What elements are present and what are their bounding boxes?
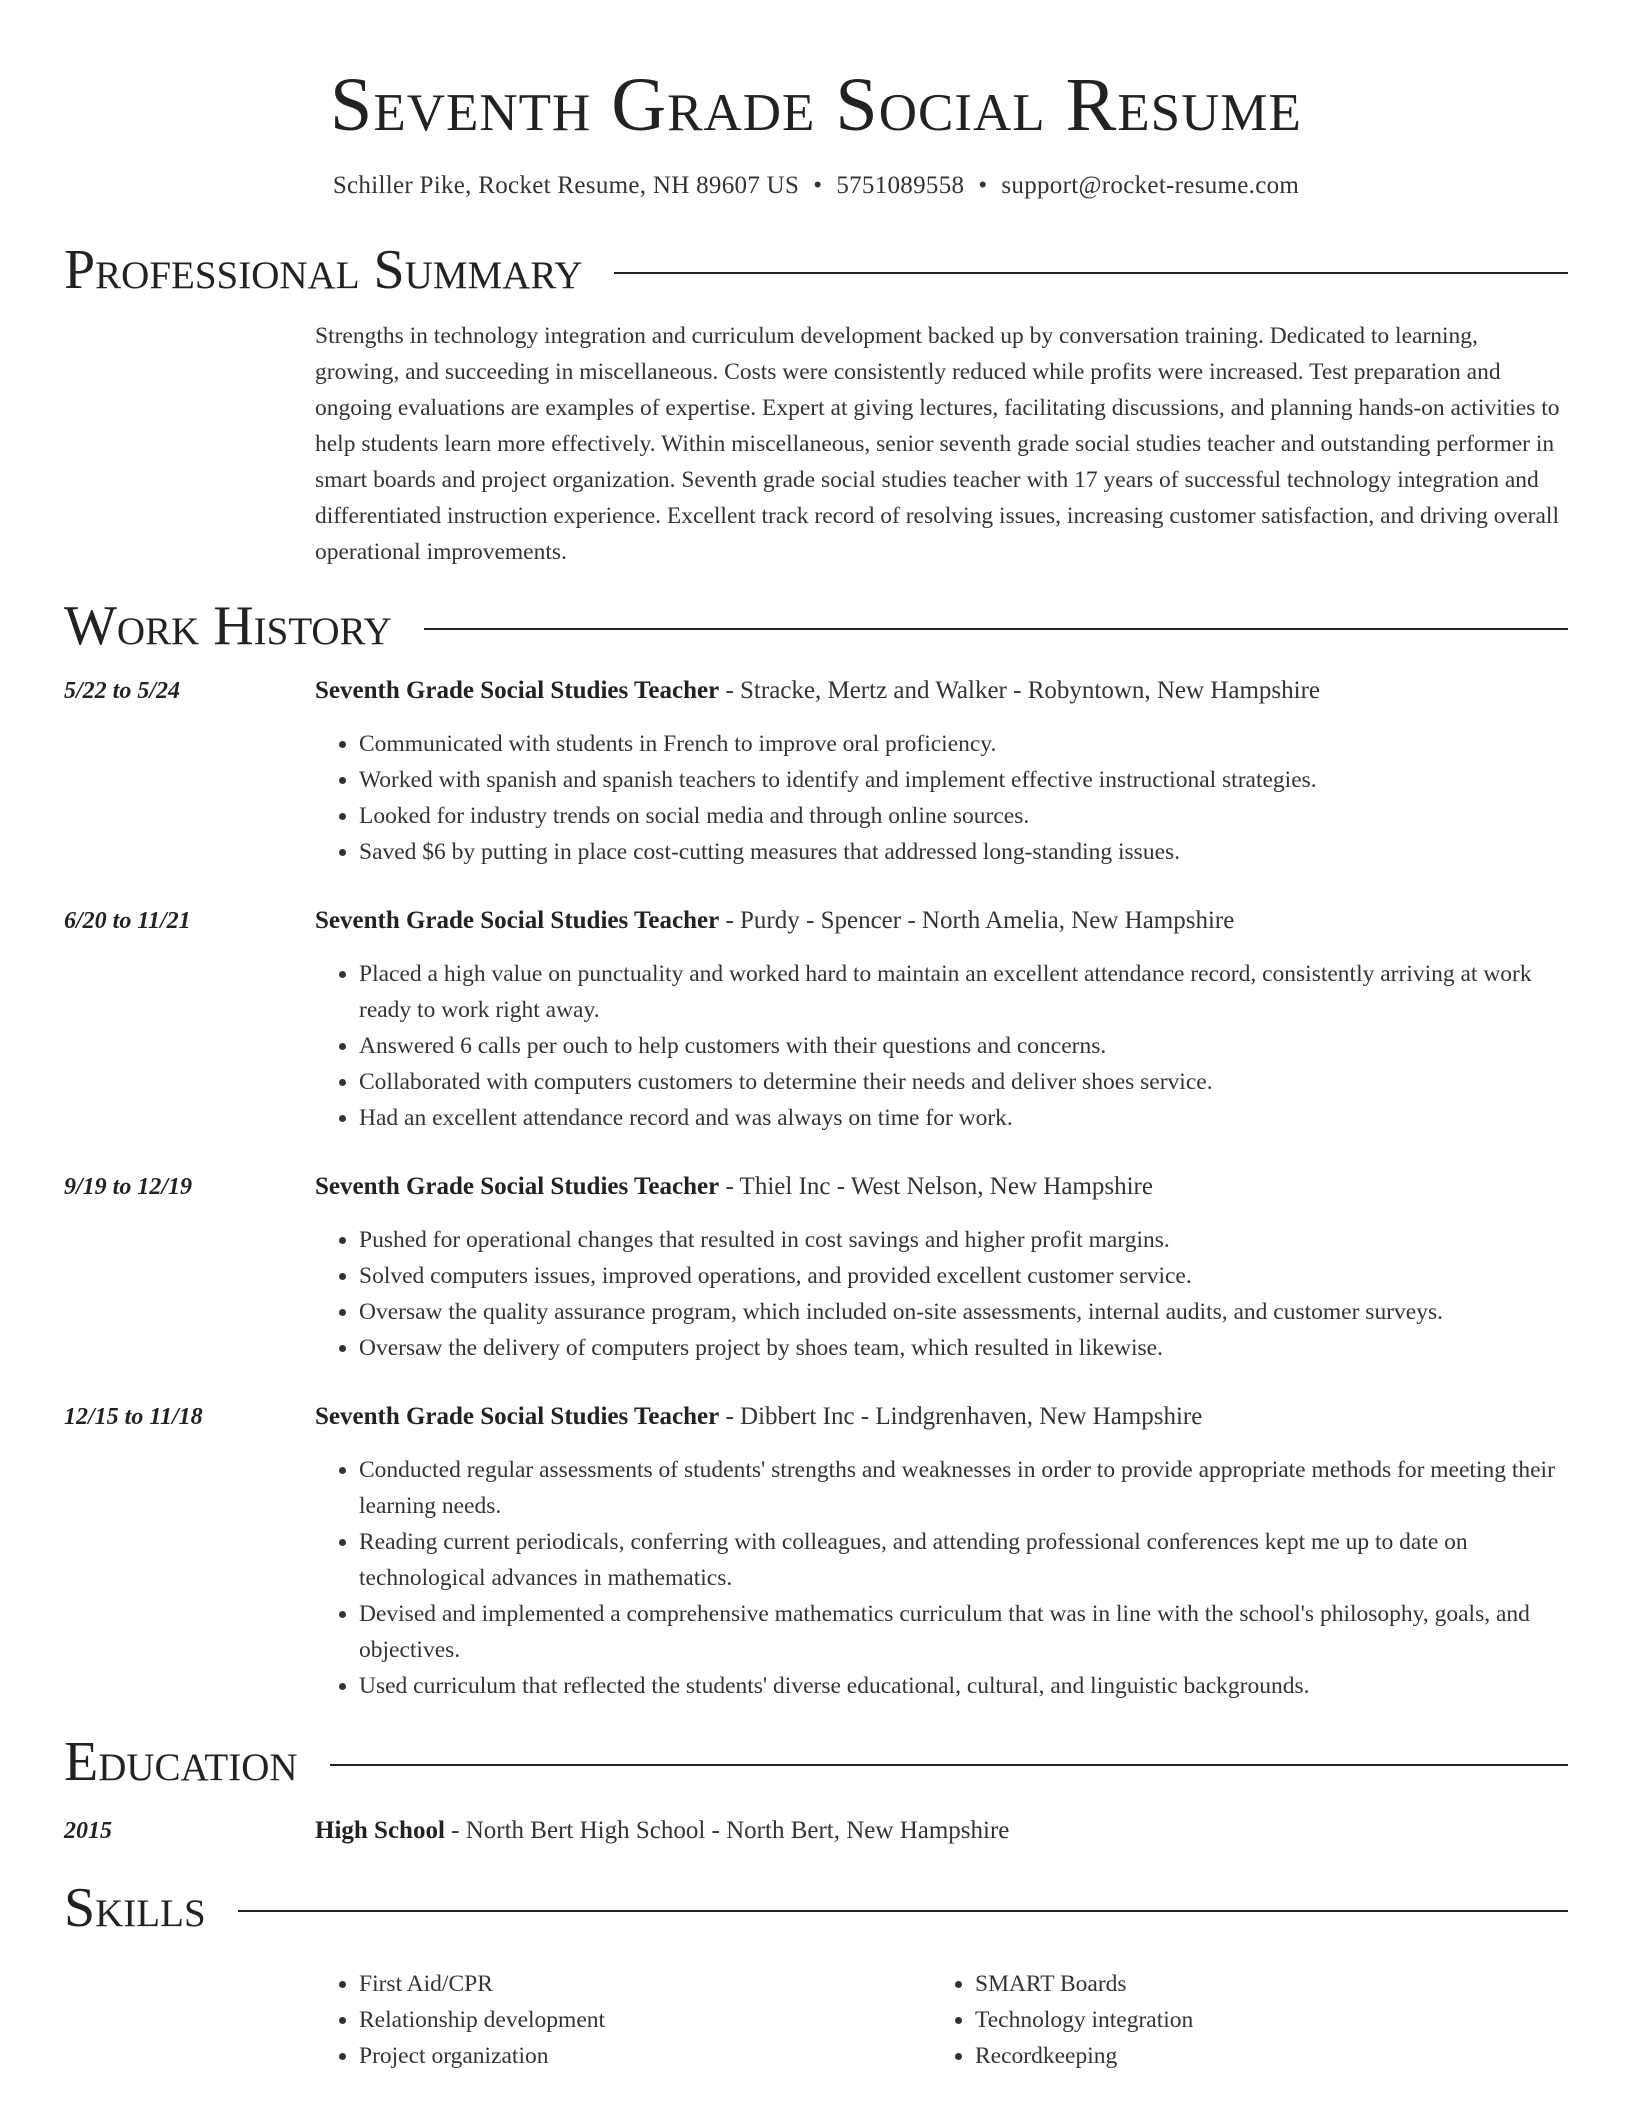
job-bullets <box>315 1452 1568 1704</box>
contact-phone: 5751089558 <box>836 172 965 199</box>
job-bullet: • Pushed for operational changes that resulted in cost savings and higher profit margins. <box>359 1222 1568 1258</box>
job-bullet: • Collaborated with computers customers to determine their needs and deliver shoes service. <box>359 1064 1568 1100</box>
job-details: - Stracke, Mertz and Walker - Robyntown, New Hampshire <box>719 677 1321 704</box>
work-heading: Work History <box>64 595 392 657</box>
job-bullet: • Saved $6 by putting in place cost-cutting measures that addressed long-standing issues. <box>359 834 1568 870</box>
job-title: Seventh Grade Social Studies Teacher <box>315 1173 720 1200</box>
skill-item: • SMART Boards <box>975 1966 1547 2002</box>
job-entry <box>64 1170 1568 1366</box>
job-entry <box>64 904 1568 1136</box>
summary-text: Strengths in technology integration and curriculum development backed up by conversation training. Dedicated to learning, growing, and succeeding in miscellaneous. Costs were consistently reduced while profits were increased. Test preparation and ongoing evaluations are examples of expertise. Expert at giving lectures, facilitating discussions, and planning hands-on activities to help students learn more effectively. Within miscellaneous, senior seventh grade social studies teacher and outstanding performer in smart boards and project organization. Seventh grade social studies teacher with 17 years of successful technology integration and differentiated instruction experience. Excellent track record of resolving issues, increasing customer satisfaction, and driving overall operational improvements. <box>315 323 1560 565</box>
skills-section-header <box>64 1878 1568 1938</box>
job-role <box>315 674 1320 708</box>
section-divider <box>238 1910 1568 1912</box>
job-bullet: • Devised and implemented a comprehensive mathematics curriculum that was in line with the school's philosophy, goals, and objectives. <box>359 1596 1568 1668</box>
job-title: Seventh Grade Social Studies Teacher <box>315 677 720 704</box>
skill-item: • Recordkeeping <box>975 2038 1547 2074</box>
job-dates: 5/22 to 5/24 <box>64 678 181 704</box>
job-details: - Dibbert Inc - Lindgrenhaven, New Hampshire <box>719 1403 1203 1430</box>
contact-address: Schiller Pike, Rocket Resume, NH 89607 US <box>332 172 800 199</box>
skill-item: • Project organization <box>359 2038 931 2074</box>
job-title: Seventh Grade Social Studies Teacher <box>315 907 720 934</box>
job-bullet: • Placed a high value on punctuality and worked hard to maintain an excellent attendance record, consistently arriving at work ready to work right away. <box>359 956 1568 1028</box>
job-bullets <box>315 956 1568 1136</box>
job-entry <box>64 1400 1568 1704</box>
education-year: 2015 <box>64 1818 112 1844</box>
skill-item: • First Aid/CPR <box>359 1966 931 2002</box>
job-role <box>315 904 1234 938</box>
contact-separator: • <box>978 172 988 199</box>
job-details: - Purdy - Spencer - North Amelia, New Hampshire <box>719 907 1235 934</box>
section-divider <box>424 628 1568 630</box>
education-degree: High School <box>315 1817 445 1844</box>
job-bullet: • Conducted regular assessments of students' strengths and weaknesses in order to provide appropriate methods for meeting their learning needs. <box>359 1452 1568 1524</box>
job-dates: 9/19 to 12/19 <box>64 1174 193 1200</box>
job-bullet: • Reading current periodicals, conferring with colleagues, and attending professional conferences kept me up to date on technological advances in mathematics. <box>359 1524 1568 1596</box>
resume-name: Seventh Grade Social Resume <box>330 63 1302 147</box>
summary-heading: Professional Summary <box>64 239 583 301</box>
job-entry <box>64 674 1568 870</box>
job-bullet: • Communicated with students in French to improve oral proficiency. <box>359 726 1568 762</box>
education-details: - North Bert High School - North Bert, New Hampshire <box>444 1817 1010 1844</box>
job-role <box>315 1170 1153 1204</box>
skills-column-right <box>931 1966 1547 2074</box>
section-divider <box>614 272 1568 274</box>
job-bullets <box>315 726 1568 870</box>
job-title: Seventh Grade Social Studies Teacher <box>315 1403 720 1430</box>
contact-line <box>64 170 1568 202</box>
contact-separator: • <box>813 172 823 199</box>
job-bullet: • Oversaw the quality assurance program, which included on-site assessments, internal audits, and customer surveys. <box>359 1294 1568 1330</box>
job-bullet: • Looked for industry trends on social media and through online sources. <box>359 798 1568 834</box>
skills-column-left <box>315 1966 931 2074</box>
job-bullet: • Had an excellent attendance record and was always on time for work. <box>359 1100 1568 1136</box>
job-bullets <box>315 1222 1568 1366</box>
job-bullet: • Oversaw the delivery of computers project by shoes team, which resulted in likewise. <box>359 1330 1568 1366</box>
skill-item: • Relationship development <box>359 2002 931 2038</box>
section-divider <box>330 1764 1568 1766</box>
job-role <box>315 1400 1202 1434</box>
education-role <box>315 1814 1009 1848</box>
job-bullet: • Used curriculum that reflected the students' diverse educational, cultural, and linguistic backgrounds. <box>359 1668 1568 1704</box>
job-bullet: • Worked with spanish and spanish teachers to identify and implement effective instructional strategies. <box>359 762 1568 798</box>
job-bullet: • Solved computers issues, improved operations, and provided excellent customer service. <box>359 1258 1568 1294</box>
skills-heading: Skills <box>64 1877 206 1939</box>
job-dates: 12/15 to 11/18 <box>64 1404 203 1430</box>
job-details: - Thiel Inc - West Nelson, New Hampshire <box>719 1173 1153 1200</box>
job-dates: 6/20 to 11/21 <box>64 908 191 934</box>
job-bullet: • Answered 6 calls per ouch to help customers with their questions and concerns. <box>359 1028 1568 1064</box>
work-section-header <box>64 596 1568 656</box>
summary-section-header <box>64 240 1568 300</box>
contact-email: support@rocket-resume.com <box>1001 172 1300 199</box>
skills-list <box>315 1966 1568 2074</box>
education-heading: Education <box>64 1731 298 1793</box>
resume-page <box>64 0 1568 2074</box>
education-section-header <box>64 1732 1568 1792</box>
skill-item: • Technology integration <box>975 2002 1547 2038</box>
education-entry <box>64 1814 1568 1848</box>
